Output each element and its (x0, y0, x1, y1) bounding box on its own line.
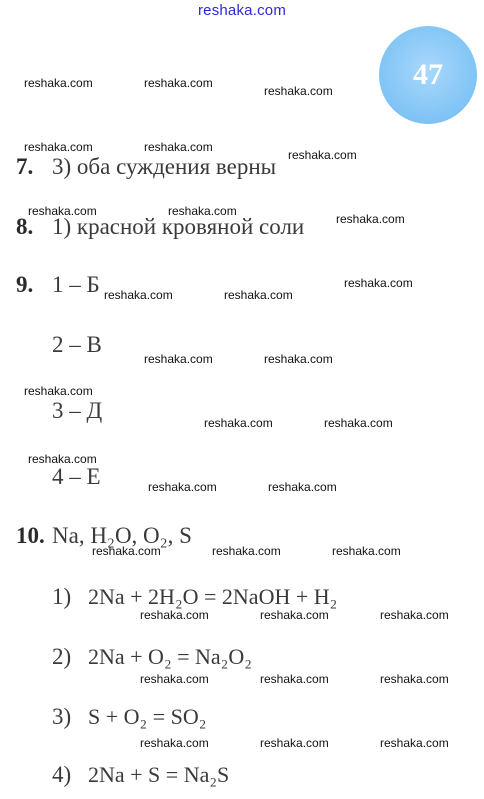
answer-8-number: 8. (16, 214, 34, 239)
watermark: reshaka.com (28, 452, 97, 466)
answer-9-match: 2 – В (52, 332, 102, 357)
equation-number: 1) (52, 584, 72, 609)
watermark: reshaka.com (324, 416, 393, 430)
equation-number: 3) (52, 704, 72, 729)
watermark: reshaka.com (212, 544, 281, 558)
equation: S + O₂ = SO₂ (88, 704, 207, 729)
watermark: reshaka.com (260, 672, 329, 686)
watermark: reshaka.com (268, 480, 337, 494)
equation: 2Na + S = Na₂S (88, 762, 230, 787)
watermark: reshaka.com (24, 76, 93, 90)
watermark: reshaka.com (344, 276, 413, 290)
watermark: reshaka.com (380, 736, 449, 750)
watermark: reshaka.com (148, 480, 217, 494)
watermark: reshaka.com (144, 352, 213, 366)
watermark: reshaka.com (104, 288, 173, 302)
equation: 2Na + 2H₂O = 2NaOH + H₂ (88, 584, 338, 609)
watermark: reshaka.com (224, 288, 293, 302)
answer-9-match: 3 – Д (52, 398, 103, 423)
watermark: reshaka.com (336, 212, 405, 226)
equation-number: 2) (52, 644, 72, 669)
answer-7-number: 7. (16, 154, 34, 179)
watermark: reshaka.com (264, 352, 333, 366)
watermark: reshaka.com (140, 672, 209, 686)
watermark: reshaka.com (140, 608, 209, 622)
watermark: reshaka.com (260, 736, 329, 750)
answer-9-number: 9. (16, 272, 34, 297)
answer-10-text: Na, H₂O, O₂, S (52, 523, 192, 548)
watermark: reshaka.com (380, 672, 449, 686)
watermark: reshaka.com (380, 608, 449, 622)
watermark: reshaka.com (24, 384, 93, 398)
answer-7-text: 3) оба суждения верны (52, 154, 277, 179)
watermark: reshaka.com (204, 416, 273, 430)
answer-8-text: 1) красной кровяной соли (52, 214, 305, 239)
watermark: reshaka.com (332, 544, 401, 558)
watermark: reshaka.com (264, 84, 333, 98)
watermark: reshaka.com (144, 140, 213, 154)
answer-9-match: 1 – Б (52, 272, 100, 297)
site-header: reshaka.com (197, 2, 287, 19)
answer-9-match: 4 – Е (52, 464, 101, 489)
watermark: reshaka.com (144, 76, 213, 90)
equation-number: 4) (52, 762, 72, 787)
watermark: reshaka.com (140, 736, 209, 750)
watermark: reshaka.com (168, 204, 237, 218)
watermark: reshaka.com (24, 140, 93, 154)
watermark: reshaka.com (92, 544, 161, 558)
page-number-badge (379, 26, 477, 124)
watermark: reshaka.com (288, 148, 357, 162)
equation: 2Na + O₂ = Na₂O₂ (88, 644, 252, 669)
answer-10-number: 10. (16, 523, 45, 548)
watermark: reshaka.com (28, 204, 97, 218)
page-number: 47 (413, 58, 443, 91)
watermark: reshaka.com (260, 608, 329, 622)
